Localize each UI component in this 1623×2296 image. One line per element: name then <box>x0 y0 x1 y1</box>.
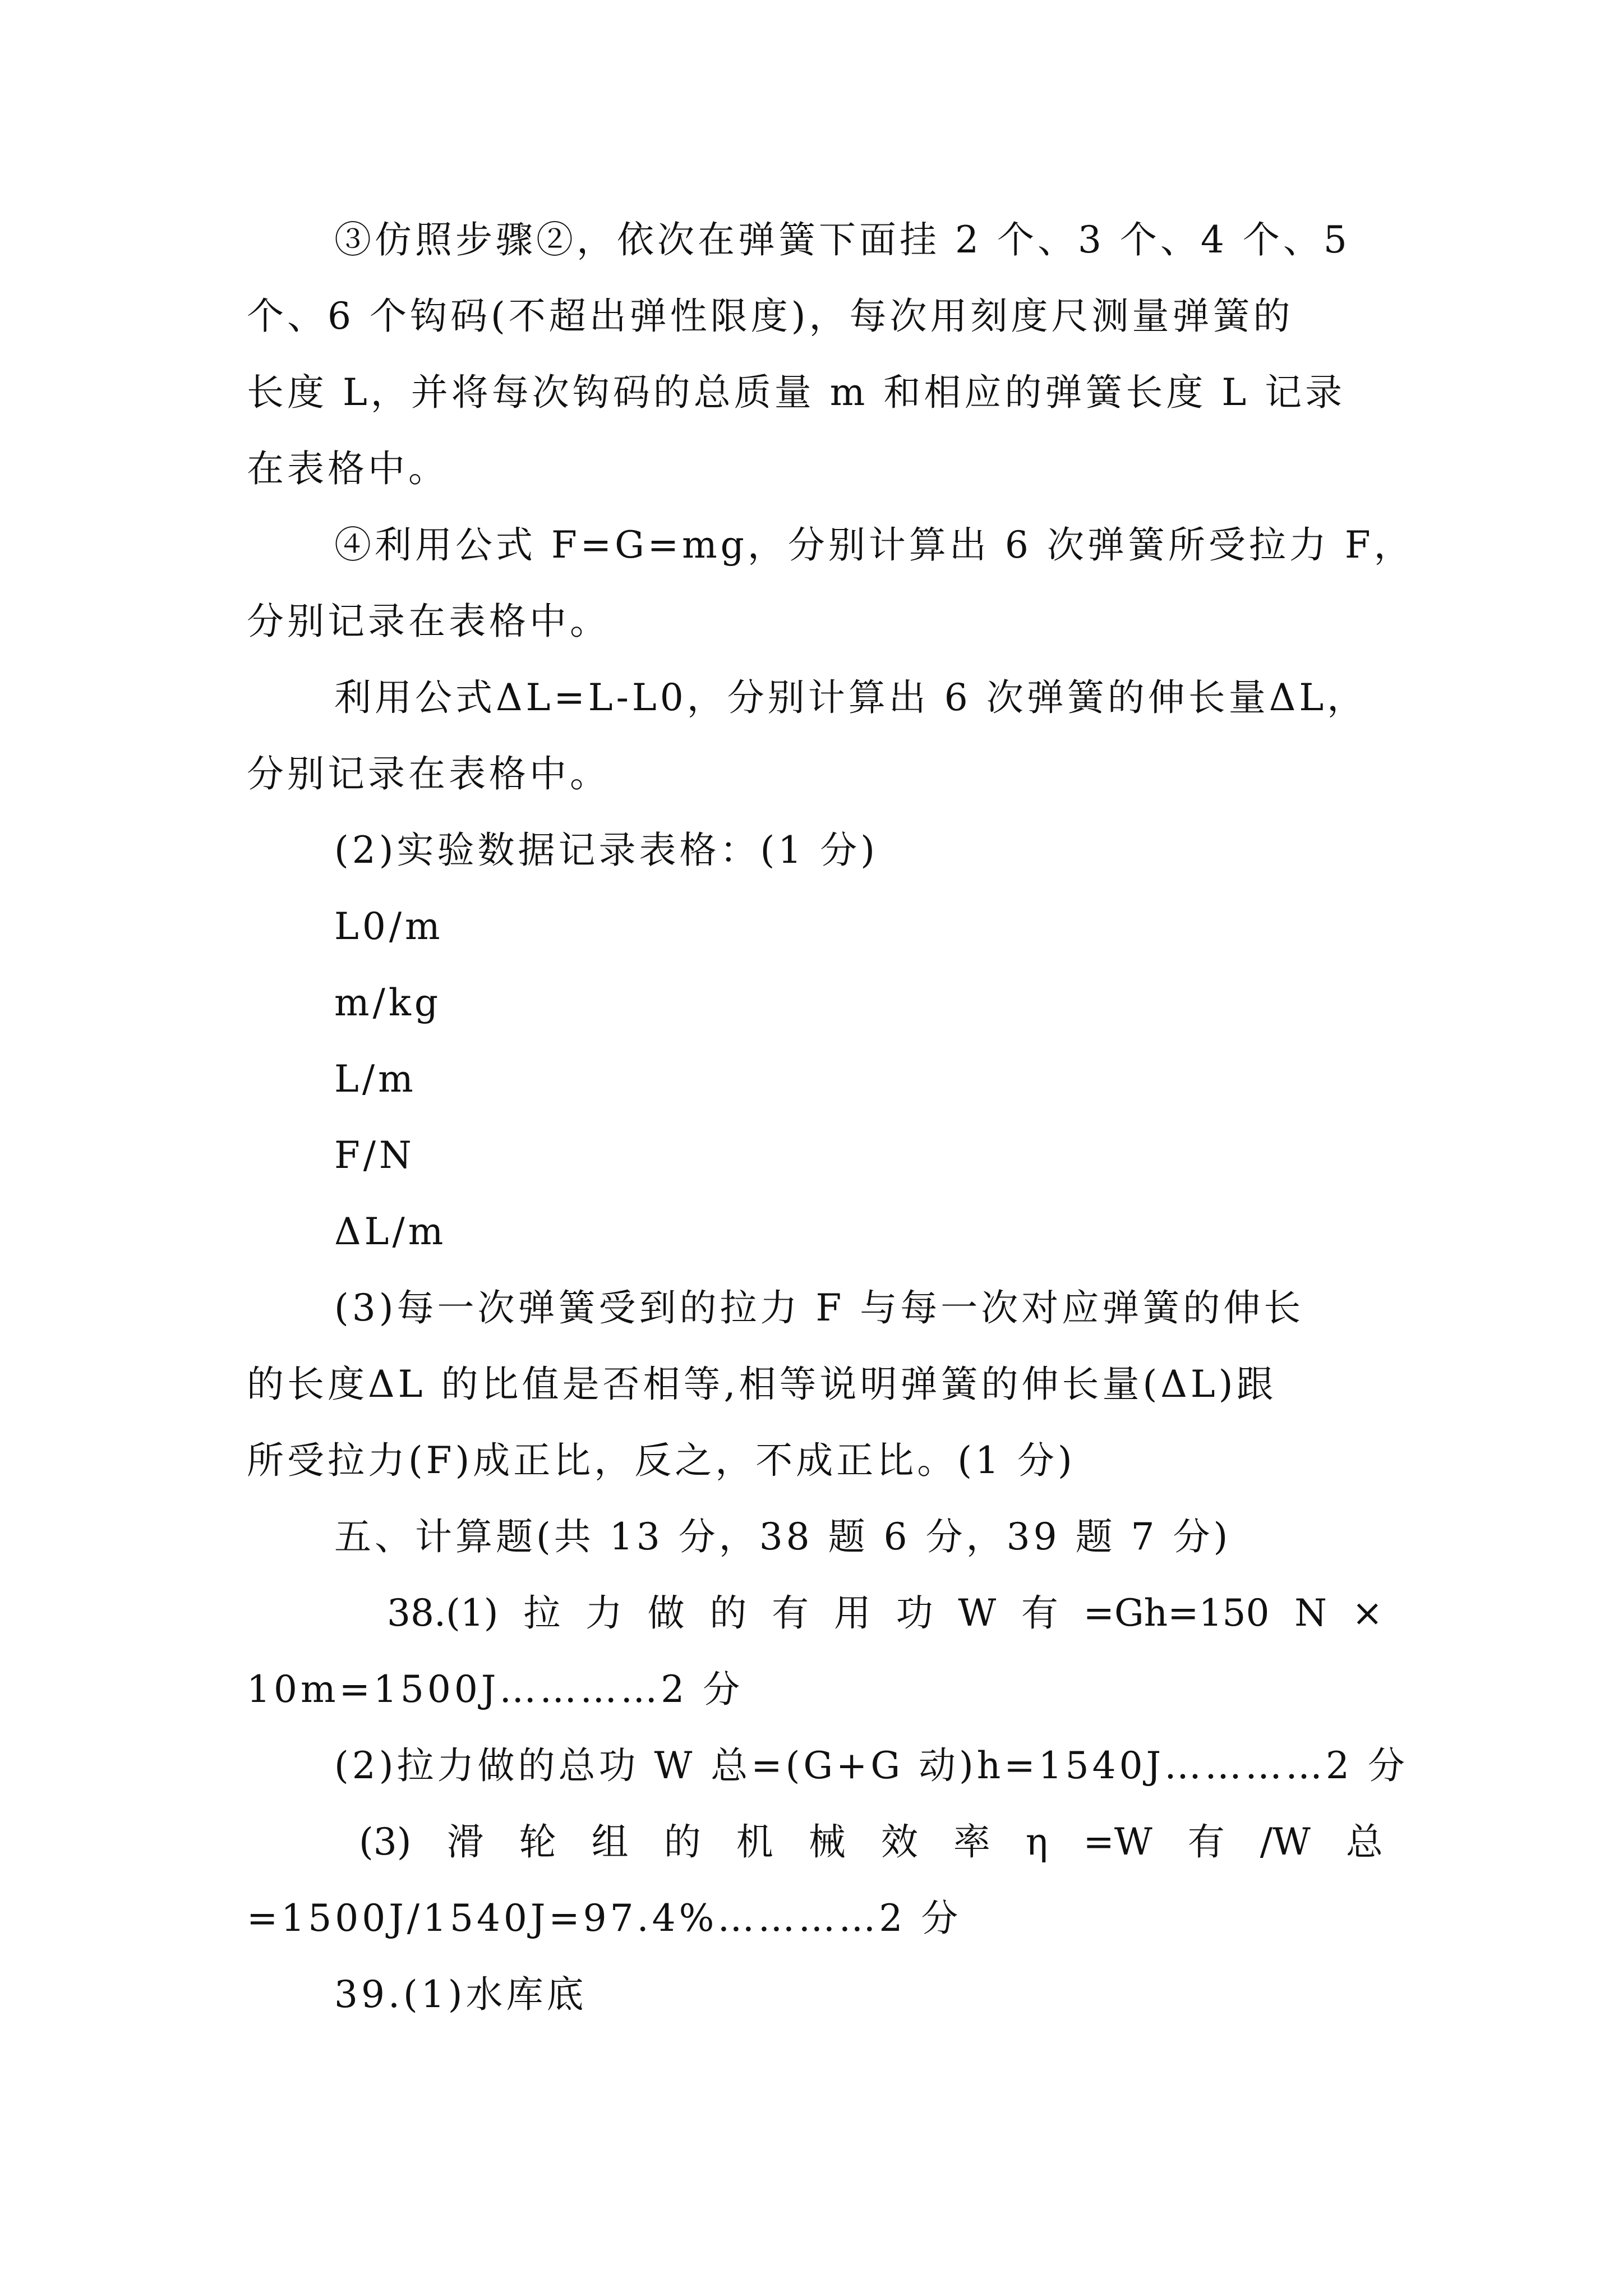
word: /W <box>1260 1820 1311 1864</box>
text-line: 10m=1500J…………2 分 <box>247 1668 744 1711</box>
table-header-length: L/m <box>334 1057 417 1101</box>
text-line: (2)拉力做的总功 W 总=(G+G 动)h=1540J…………2 分 <box>334 1744 1409 1787</box>
table-header-mass: m/kg <box>334 981 442 1024</box>
word: 率 <box>953 1820 990 1864</box>
text-line: 个、6 个钩码(不超出弹性限度)，每次用刻度尺测量弹簧的 <box>247 295 1294 338</box>
word: 有 <box>1021 1591 1058 1635</box>
text-line: 39.(1)水库底 <box>334 1973 587 2016</box>
word: 拉 <box>523 1591 561 1635</box>
table-header-extension: ΔL/m <box>334 1210 447 1253</box>
word: (3) <box>359 1820 412 1864</box>
justified-line <box>359 1820 1383 1865</box>
text-line: 所受拉力(F)成正比，反之，不成正比。(1 分) <box>247 1439 1076 1482</box>
text-line: (2)实验数据记录表格：(1 分) <box>334 829 878 872</box>
word: 的 <box>663 1820 701 1864</box>
word: 38.(1) <box>387 1591 499 1635</box>
table-header-force: F/N <box>334 1134 415 1177</box>
word: W <box>958 1591 997 1635</box>
word: 力 <box>585 1591 623 1635</box>
word: 有 <box>772 1591 809 1635</box>
text-line: (3)每一次弹簧受到的拉力 F 与每一次对应弹簧的伸长 <box>334 1286 1304 1329</box>
text-line: 长度 L，并将每次钩码的总质量 m 和相应的弹簧长度 L 记录 <box>247 371 1346 414</box>
word: 轮 <box>519 1820 556 1864</box>
word: 机 <box>736 1820 773 1864</box>
word: 械 <box>808 1820 846 1864</box>
table-header-l0: L0/m <box>334 905 444 948</box>
text-line: 分别记录在表格中。 <box>247 600 610 643</box>
justified-line <box>387 1591 1383 1636</box>
word: 效 <box>880 1820 918 1864</box>
word: 功 <box>896 1591 933 1635</box>
word: η <box>1025 1820 1048 1864</box>
word: 有 <box>1187 1820 1225 1864</box>
text-line: =1500J/1540J=97.4%…………2 分 <box>247 1897 962 1940</box>
word: 滑 <box>446 1820 484 1864</box>
word: =Gh=150 <box>1083 1591 1270 1635</box>
text-line: 的长度ΔL 的比值是否相等,相等说明弹簧的伸长量(ΔL)跟 <box>247 1363 1277 1406</box>
text-line: ③仿照步骤②，依次在弹簧下面挂 2 个、3 个、4 个、5 <box>334 218 1350 261</box>
word: 组 <box>591 1820 629 1864</box>
word: 的 <box>709 1591 747 1635</box>
text-line: ④利用公式 F=G=mg，分别计算出 6 次弹簧所受拉力 F， <box>334 523 1414 567</box>
text-line: 分别记录在表格中。 <box>247 752 610 795</box>
word: N <box>1294 1591 1327 1635</box>
word: 做 <box>647 1591 685 1635</box>
word: =W <box>1083 1820 1152 1864</box>
word: 总 <box>1345 1820 1383 1864</box>
text-line: 在表格中。 <box>247 447 449 490</box>
word: × <box>1352 1591 1383 1635</box>
section-heading: 五、计算题(共 13 分，38 题 6 分，39 题 7 分) <box>334 1515 1232 1558</box>
text-line: 利用公式ΔL=L-L0，分别计算出 6 次弹簧的伸长量ΔL， <box>334 676 1368 719</box>
word: 用 <box>833 1591 871 1635</box>
